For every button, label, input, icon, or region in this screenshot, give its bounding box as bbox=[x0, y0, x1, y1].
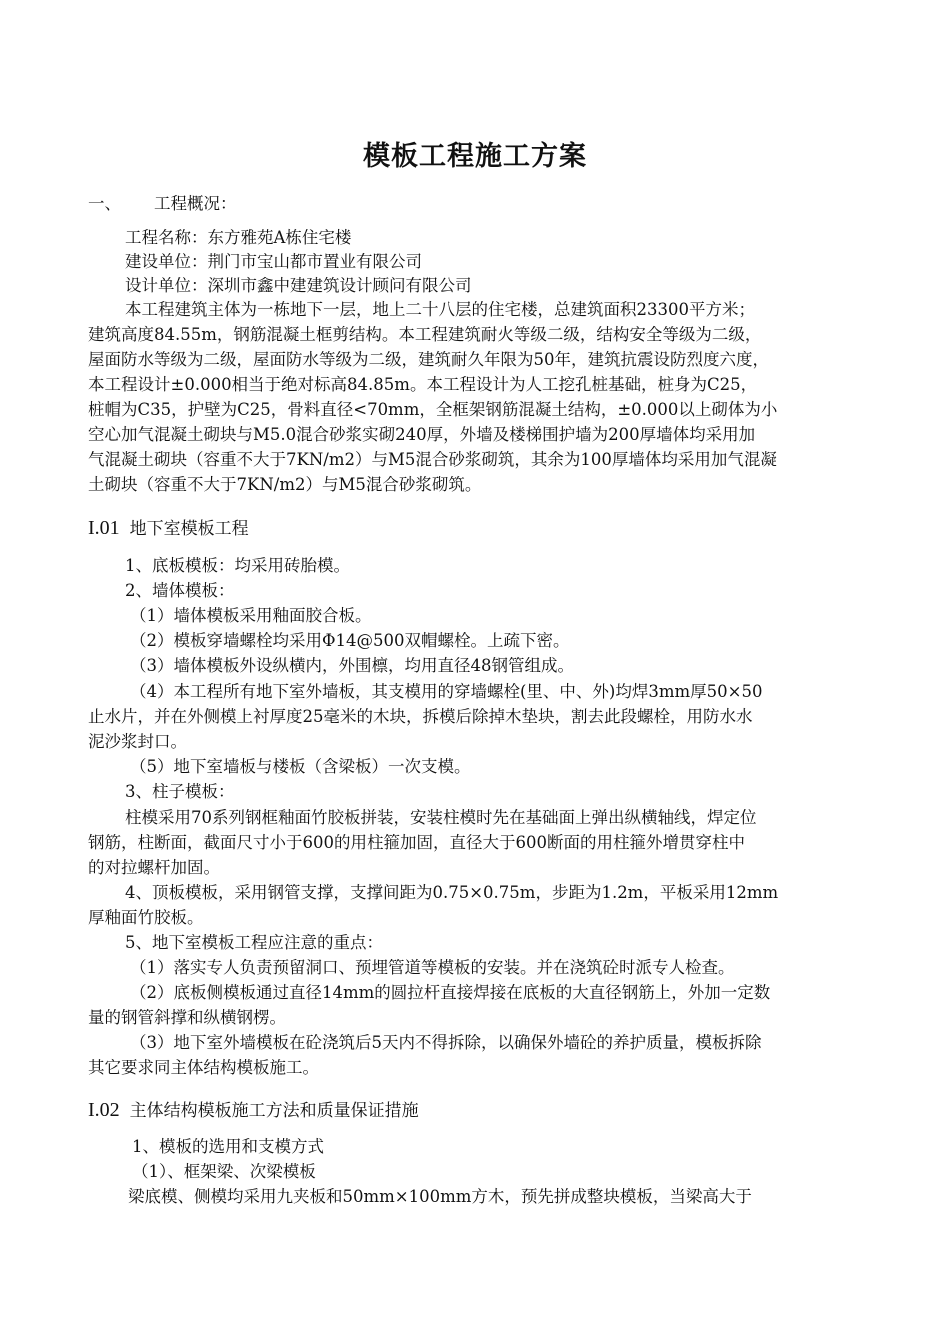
basement-line: （5）地下室墙板与楼板（含梁板）一次支模。 bbox=[130, 757, 471, 776]
basement-line: 柱模采用70系列钢框釉面竹胶板拼装，安装柱模时先在基础面上弹出纵横轴线，焊定位 bbox=[125, 808, 757, 827]
overview-line: 本工程设计±0.000相当于绝对标高84.85m。本工程设计为人工挖孔桩基础，桩身为C25， bbox=[88, 375, 758, 394]
basement-line: 2、墙体模板： bbox=[125, 581, 235, 600]
overview-line: 土砌块（容重不大于7KN/m2）与M5混合砂浆砌筑。 bbox=[88, 475, 482, 494]
basement-line: 5、地下室模板工程应注意的重点： bbox=[125, 933, 383, 952]
basement-line: （2）模板穿墙螺栓均采用Φ14@500双帽螺栓。上疏下密。 bbox=[130, 631, 570, 650]
basement-line: 泥沙浆封口。 bbox=[88, 732, 187, 751]
overview-line: 气混凝土砌块（容重不大于7KN/m2）与M5混合砂浆砌筑，其余为100厚墙体均采用加气混凝 bbox=[88, 450, 777, 469]
designer-line: 设计单位：深圳市鑫中建建筑设计顾问有限公司 bbox=[125, 276, 472, 295]
overview-line: 桩帽为C35，护壁为C25，骨料直径<70mm，全框架钢筋混凝土结构，±0.000以上砌体为小 bbox=[88, 400, 778, 419]
project-name-line: 工程名称：东方雅苑A栋住宅楼 bbox=[125, 228, 352, 247]
basement-line: （2）底板侧模板通过直径14mm的圆拉杆直接焊接在底板的大直径钢筋上，外加一定数 bbox=[130, 983, 771, 1002]
overview-line: 建筑高度84.55m，钢筋混凝土框剪结构。本工程建筑耐火等级二级，结构安全等级为二级， bbox=[88, 325, 762, 344]
section-102-heading bbox=[88, 1099, 868, 1122]
basement-line: （1）落实专人负责预留洞口、预埋管道等模板的安装。并在浇筑砼时派专人检查。 bbox=[130, 958, 735, 977]
basement-line: （3）地下室外墙模板在砼浇筑后5天内不得拆除，以确保外墙砼的养护质量，模板拆除 bbox=[130, 1033, 762, 1052]
basement-line: 其它要求同主体结构模板施工。 bbox=[88, 1058, 319, 1077]
basement-line: （3）墙体模板外设纵横内，外围檩，均用直径48钢管组成。 bbox=[130, 656, 574, 675]
basement-line: 厚釉面竹胶板。 bbox=[88, 908, 204, 927]
basement-line: 止水片，并在外侧模上衬厚度25毫米的木块，拆模后除掉木垫块，割去此段螺栓，用防水水 bbox=[88, 707, 753, 726]
builder-line: 建设单位：荆门市宝山都市置业有限公司 bbox=[125, 252, 422, 271]
overview-line: 屋面防水等级为二级，屋面防水等级为二级，建筑耐久年限为50年，建筑抗震设防烈度六度， bbox=[88, 350, 769, 369]
section-one-heading bbox=[88, 193, 868, 215]
basement-line: （1）墙体模板采用釉面胶合板。 bbox=[130, 606, 372, 625]
section-102-number: I.02 bbox=[88, 1099, 120, 1121]
basement-line: 1、底板模板：均采用砖胎模。 bbox=[125, 556, 350, 575]
basement-line: 钢筋，柱断面，截面尺寸小于600的用柱箍加固，直径大于600断面的用柱箍外增贯穿柱中 bbox=[88, 833, 745, 852]
section-102-title: 主体结构模板施工方法和质量保证措施 bbox=[129, 1101, 419, 1121]
section-101-title: 地下室模板工程 bbox=[129, 519, 249, 539]
basement-line: 量的钢管斜撑和纵横钢楞。 bbox=[88, 1008, 286, 1027]
section-one-number: 一、 bbox=[88, 194, 121, 213]
basement-line: 4、顶板模板，采用钢管支撑，支撑间距为0.75×0.75m，步距为1.2m，平板采用12mm bbox=[125, 883, 779, 902]
document-title: 模板工程施工方案 bbox=[363, 141, 587, 172]
section-101-heading bbox=[88, 517, 868, 540]
main-structure-line: （1）、框架梁、次梁模板 bbox=[132, 1162, 316, 1181]
basement-line: 3、柱子模板： bbox=[125, 782, 235, 801]
main-structure-line: 1、模板的选用和支模方式 bbox=[132, 1137, 324, 1156]
section-one-title: 工程概况： bbox=[154, 194, 237, 213]
main-structure-line: 梁底模、侧模均采用九夹板和50mm×100mm方木，预先拼成整块模板，当梁高大于 bbox=[128, 1187, 752, 1206]
basement-line: 的对拉螺杆加固。 bbox=[88, 858, 220, 877]
basement-line: （4）本工程所有地下室外墙板，其支模用的穿墙螺栓(里、中、外)均焊3mm厚50×50 bbox=[130, 682, 763, 701]
section-101-number: I.01 bbox=[88, 517, 120, 539]
overview-line: 空心加气混凝土砌块与M5.0混合砂浆实砌240厚，外墙及楼梯围护墙为200厚墙体均采用加 bbox=[88, 425, 756, 444]
overview-line: 本工程建筑主体为一栋地下一层，地上二十八层的住宅楼，总建筑面积23300平方米； bbox=[125, 300, 755, 319]
